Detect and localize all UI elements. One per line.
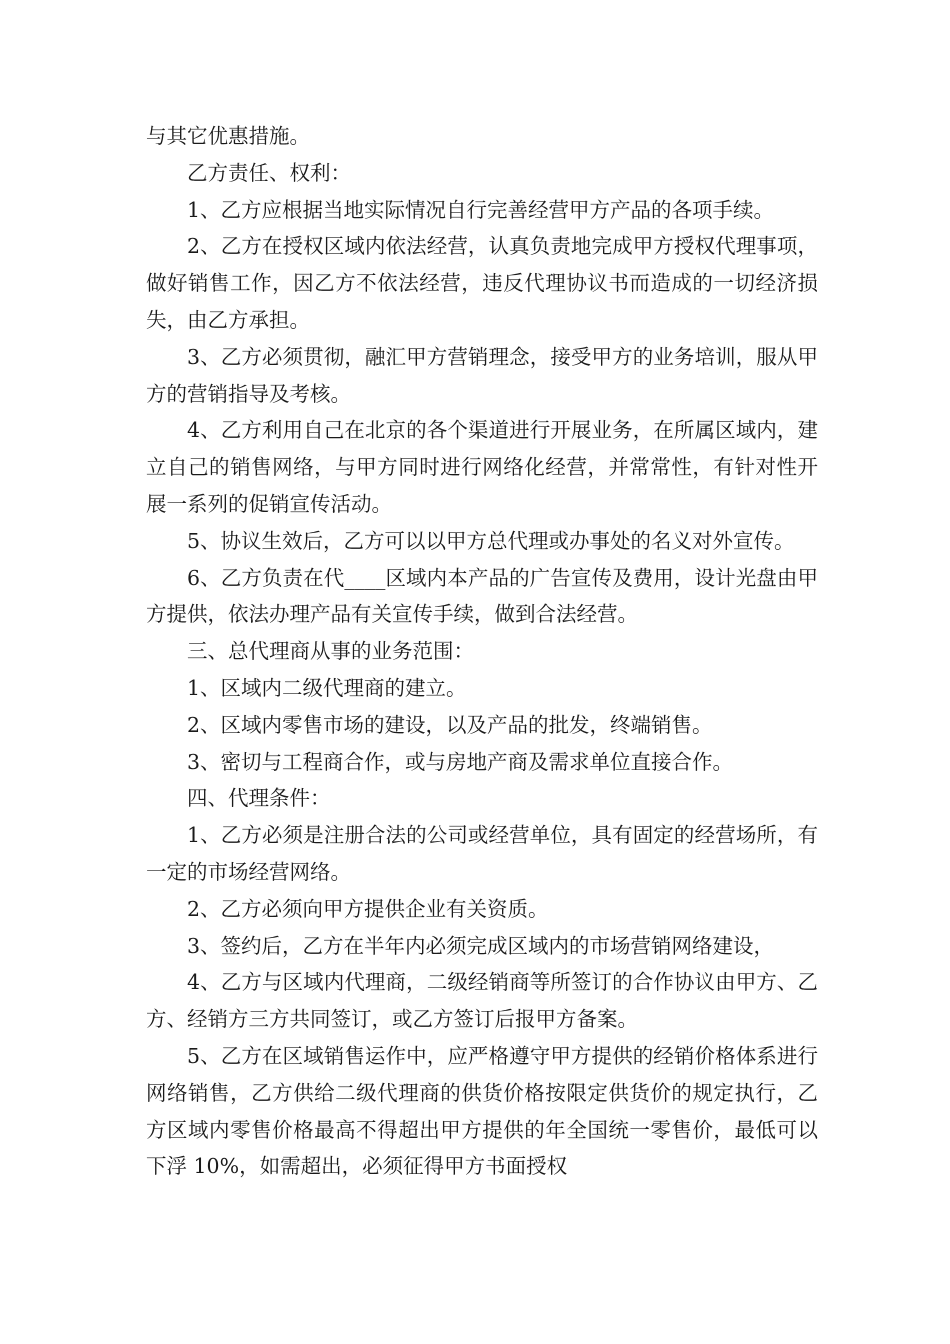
- paragraph-11: 3、密切与工程商合作，或与房地产商及需求单位直接合作。: [187, 749, 734, 774]
- paragraph-4: 3、乙方必须贯彻，融汇甲方营销理念，接受甲方的业务培训，服从甲方的营销指导及考核。: [146, 344, 818, 406]
- paragraph-12: 四、代理条件：: [187, 786, 331, 811]
- paragraph-15: 3、签约后，乙方在半年内必须完成区域内的市场营销网络建设，: [187, 933, 775, 958]
- paragraph-0: 与其它优惠措施。: [146, 124, 310, 148]
- paragraph-8: 三、总代理商从事的业务范围：: [187, 639, 474, 664]
- paragraph-1: 乙方责任、权利：: [187, 160, 351, 185]
- paragraph-16: 4、乙方与区域内代理商，二级经销商等所签订的合作协议由甲方、乙方、经销方三方共同签订，或乙方签订后报甲方备案。: [146, 970, 818, 1032]
- paragraph-2: 1、乙方应根据当地实际情况自行完善经营甲方产品的各项手续。: [187, 197, 775, 222]
- paragraph-10: 2、区域内零售市场的建设，以及产品的批发，终端销售。: [187, 712, 713, 737]
- paragraph-6: 5、协议生效后，乙方可以以甲方总代理或办事处的名义对外宣传。: [187, 528, 795, 553]
- paragraph-7: 6、乙方负责在代____区域内本产品的广告宣传及费用，设计光盘由甲方提供，依法办理产品有关宣传手续，做到合法经营。: [146, 565, 818, 627]
- paragraph-3: 2、乙方在授权区域内依法经营，认真负责地完成甲方授权代理事项，做好销售工作，因乙方不依法经营，违反代理协议书而造成的一切经济损失，由乙方承担。: [146, 234, 818, 332]
- paragraph-14: 2、乙方必须向甲方提供企业有关资质。: [187, 896, 549, 921]
- paragraph-17: 5、乙方在区域销售运作中，应严格遵守甲方提供的经销价格体系进行网络销售，乙方供给二级代理商的供货价格按限定供货价的规定执行，乙方区域内零售价格最高不得超出甲方提供的年全国统一零售价，最低可以下浮 10%，如需超出，必须征得甲方书面授权: [146, 1043, 818, 1179]
- paragraph-5: 4、乙方利用自己在北京的各个渠道进行开展业务，在所属区域内，建立自己的销售网络，与甲方同时进行网络化经营，并常常性，有针对性开展一系列的促销宣传活动。: [146, 418, 818, 516]
- document-body: [146, 118, 818, 1185]
- paragraph-13: 1、乙方必须是注册合法的公司或经营单位，具有固定的经营场所，有一定的市场经营网络。: [146, 823, 818, 884]
- paragraph-9: 1、区域内二级代理商的建立。: [187, 675, 467, 700]
